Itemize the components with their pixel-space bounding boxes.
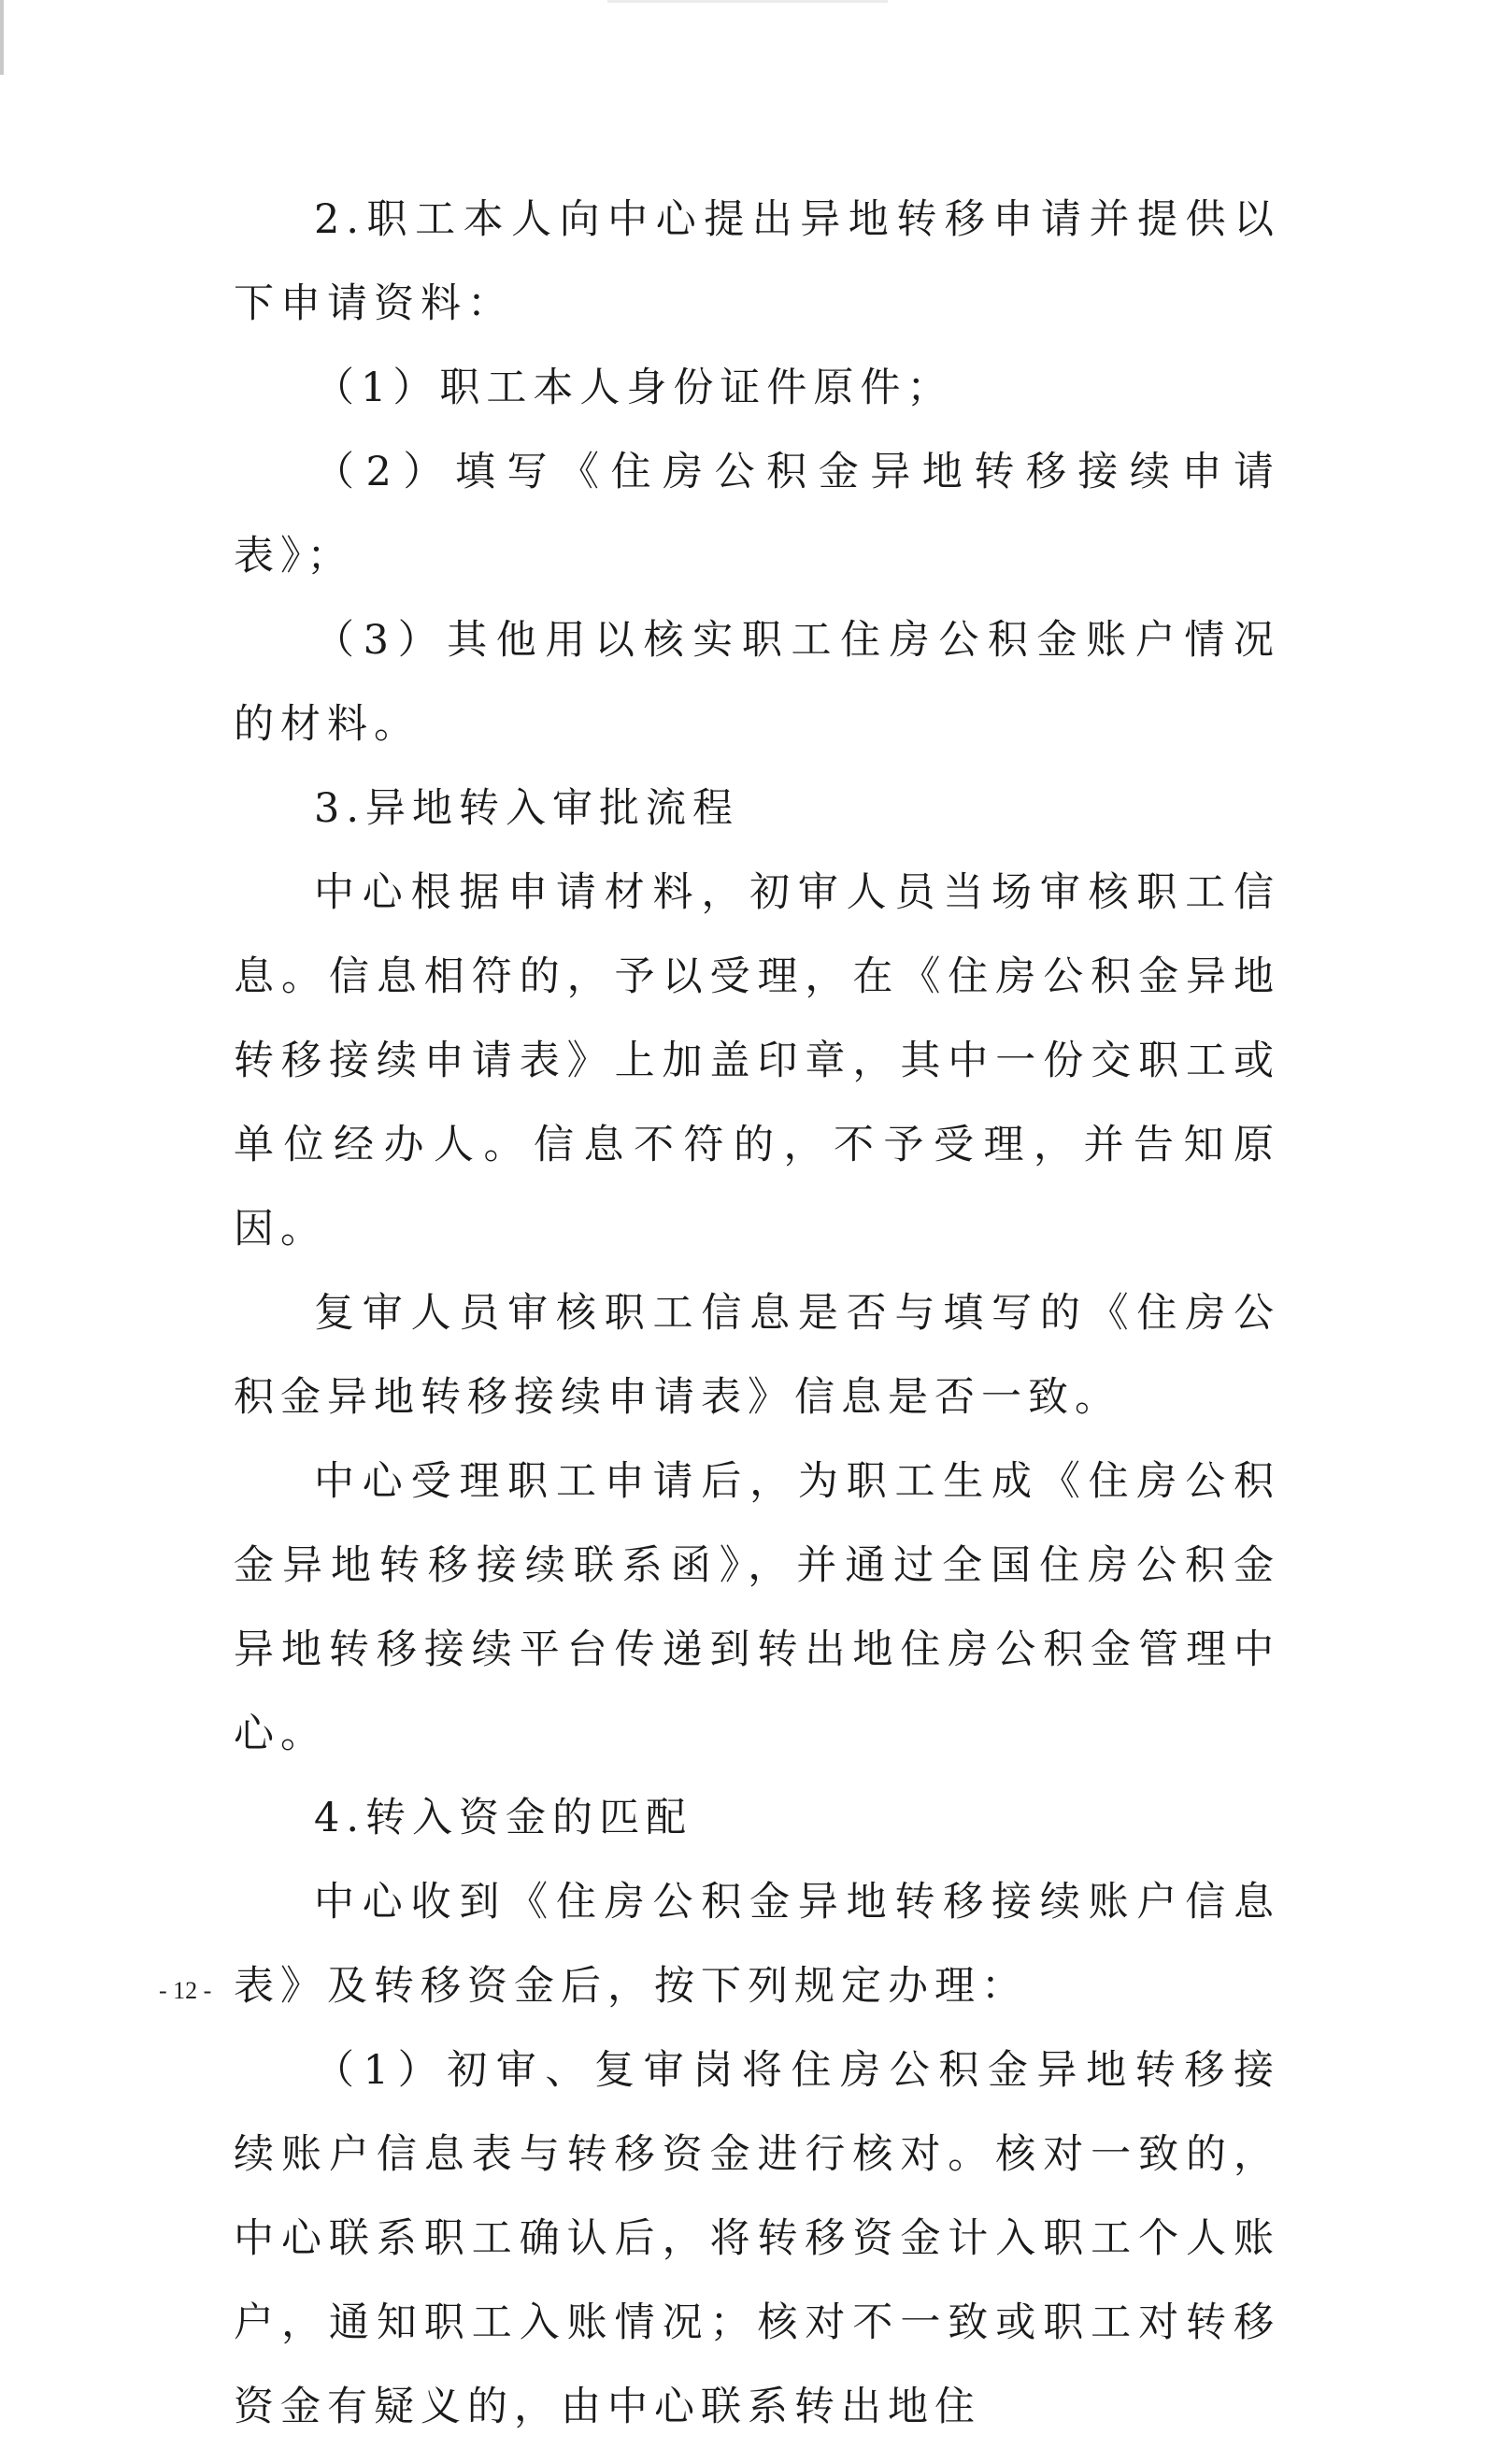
paragraph-item-verification: （1）初审、复审岗将住房公积金异地转移接续账户信息表与转移资金进行核对。核对一致的，中心联系职工确认后，将转移资金计入职工个人账户，通知职工入账情况；核对不一致或职工对转移资金有疑义的，由中心联系转出地住	[234, 2047, 1280, 2430]
section-heading-approval-process: 3.异地转入审批流程	[314, 785, 740, 832]
page-number: - 12 -	[159, 1977, 212, 2004]
paragraph-second-review: 复审人员审核职工信息是否与填写的《住房公积金异地转移接续申请表》信息是否一致。	[234, 1290, 1280, 1421]
paragraph-fund-receipt: 中心收到《住房公积金异地转移接续账户信息表》及转移资金后，按下列规定办理：	[234, 1879, 1280, 2010]
paragraph-initial-review: 中心根据申请材料，初审人员当场审核职工信息。信息相符的，予以受理，在《住房公积金异地转移接续申请表》上加盖印章，其中一份交职工或单位经办人。信息不符的，不予受理，并告知原因。	[234, 869, 1280, 1253]
scan-edge-mark	[0, 0, 4, 75]
section-heading-fund-matching: 4.转入资金的匹配	[314, 1795, 693, 1841]
paragraph-application-materials: 2.职工本人向中心提出异地转移申请并提供以下申请资料：	[234, 196, 1280, 327]
paragraph-item-id-card: （1）职工本人身份证件原件；	[314, 365, 954, 411]
paragraph-contact-letter: 中心受理职工申请后，为职工生成《住房公积金异地转移接续联系函》，并通过全国住房公积金异地转移接续平台传递到转出地住房公积金管理中心。	[234, 1458, 1280, 1757]
paragraph-item-application-form: （2）填写《住房公积金异地转移接续申请表》；	[234, 449, 1280, 580]
scan-top-mark	[607, 0, 888, 3]
document-body	[234, 178, 1280, 2449]
paragraph-item-other-materials: （3）其他用以核实职工住房公积金账户情况的材料。	[234, 617, 1280, 748]
